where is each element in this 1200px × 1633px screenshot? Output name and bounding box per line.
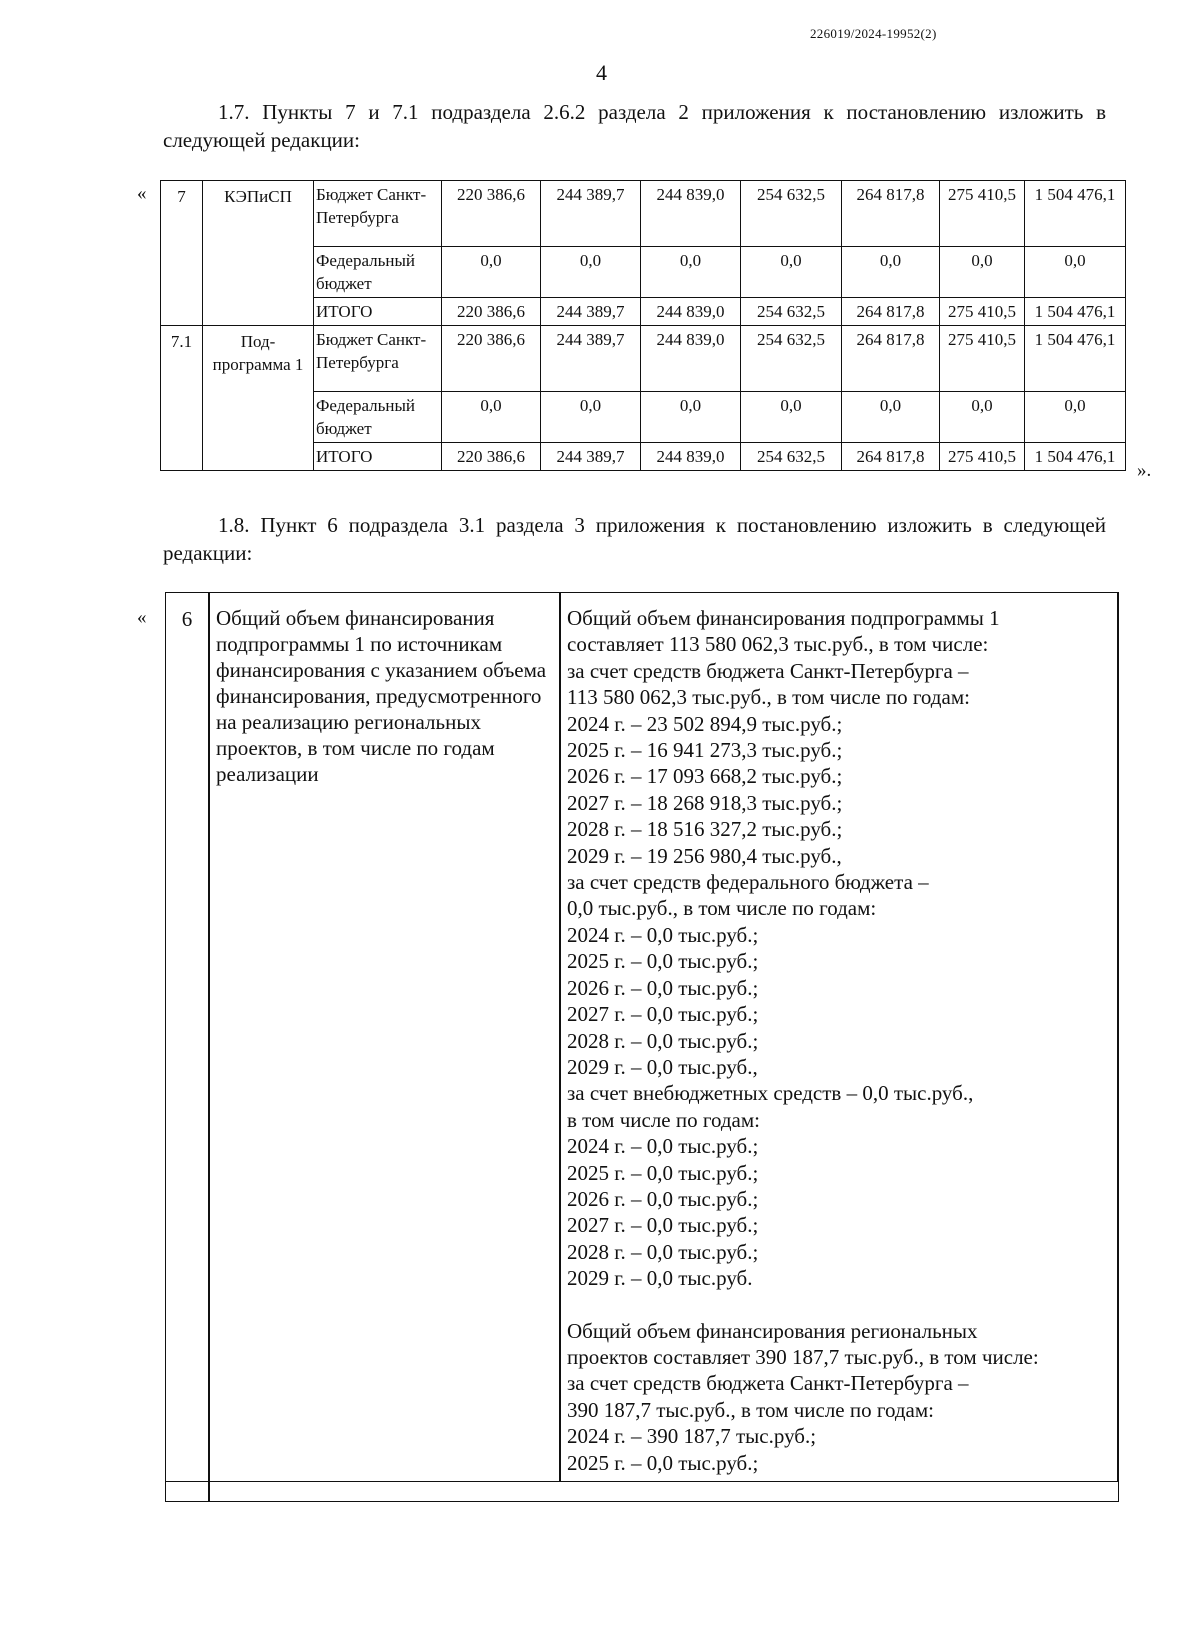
value-cell: 244 839,0 xyxy=(641,326,741,392)
financing-line: 2024 г. – 0,0 тыс.руб.; xyxy=(567,922,759,947)
value-cell: 275 410,5 xyxy=(940,326,1025,392)
value-cell: 220 386,6 xyxy=(442,443,541,471)
funding-source: Федеральный бюджет xyxy=(314,392,442,443)
executor-name: КЭПиСП xyxy=(203,181,314,326)
financing-details xyxy=(567,605,1112,1476)
value-cell: 220 386,6 xyxy=(442,181,541,247)
value-cell: 254 632,5 xyxy=(741,298,842,326)
value-cell: 0,0 xyxy=(442,392,541,443)
item-number: 6 xyxy=(181,607,193,631)
financing-line: 2025 г. – 16 941 273,3 тыс.руб.; xyxy=(567,738,843,763)
value-cell: 0,0 xyxy=(741,392,842,443)
document-registration-number: 226019/2024-19952(2) xyxy=(810,26,937,41)
financing-line: за счет средств бюджета Санкт-Петербурга – xyxy=(567,1371,969,1396)
subprogram-financing-table xyxy=(165,592,1119,1502)
financing-line: 2026 г. – 0,0 тыс.руб.; xyxy=(567,1186,759,1211)
financing-table-items-7 xyxy=(160,180,1126,471)
executor-name: Под-программа 1 xyxy=(203,326,314,471)
funding-source: ИТОГО xyxy=(314,298,442,326)
value-cell: 0,0 xyxy=(641,247,741,298)
value-cell: 0,0 xyxy=(842,392,940,443)
value-cell: 275 410,5 xyxy=(940,298,1025,326)
total-value-cell: 1 504 476,1 xyxy=(1025,443,1126,471)
value-cell: 275 410,5 xyxy=(940,181,1025,247)
page-number: 4 xyxy=(596,60,607,85)
total-value-cell: 0,0 xyxy=(1025,247,1126,298)
table-row xyxy=(161,181,1126,247)
value-cell: 0,0 xyxy=(741,247,842,298)
value-cell: 264 817,8 xyxy=(842,443,940,471)
value-cell: 220 386,6 xyxy=(442,326,541,392)
value-cell: 0,0 xyxy=(940,247,1025,298)
value-cell: 275 410,5 xyxy=(940,443,1025,471)
financing-line: 2024 г. – 23 502 894,9 тыс.руб.; xyxy=(567,711,843,736)
value-cell: 0,0 xyxy=(842,247,940,298)
value-cell: 264 817,8 xyxy=(842,181,940,247)
item-description: Общий объем финансирования подпрограммы 1 по источникам финансирования с указанием объема финансирования, предусмотренного на реализацию региональных проектов, в том числе по годам реализации xyxy=(216,606,547,786)
value-cell: 254 632,5 xyxy=(741,326,842,392)
total-value-cell: 1 504 476,1 xyxy=(1025,326,1126,392)
financing-line: Общий объем финансирования региональных xyxy=(567,1318,978,1343)
value-cell: 0,0 xyxy=(442,247,541,298)
value-cell: 244 839,0 xyxy=(641,181,741,247)
financing-line: 2028 г. – 0,0 тыс.руб.; xyxy=(567,1028,759,1053)
opening-quote-table-1: « xyxy=(137,183,147,204)
financing-line: 2027 г. – 0,0 тыс.руб.; xyxy=(567,1213,759,1238)
financing-line: 2025 г. – 0,0 тыс.руб.; xyxy=(567,1160,759,1185)
funding-source: Федеральный бюджет xyxy=(314,247,442,298)
value-cell: 0,0 xyxy=(541,392,641,443)
value-cell: 0,0 xyxy=(940,392,1025,443)
value-cell: 244 389,7 xyxy=(541,298,641,326)
financing-line: 2029 г. – 0,0 тыс.руб., xyxy=(567,1054,758,1079)
value-cell: 0,0 xyxy=(641,392,741,443)
total-value-cell: 1 504 476,1 xyxy=(1025,298,1126,326)
financing-line: Общий объем финансирования подпрограммы 1 xyxy=(567,606,1000,630)
total-value-cell: 1 504 476,1 xyxy=(1025,181,1126,247)
opening-quote-table-2: « xyxy=(137,607,147,628)
financing-line: 2026 г. – 17 093 668,2 тыс.руб.; xyxy=(567,764,843,789)
financing-line: 2028 г. – 0,0 тыс.руб.; xyxy=(567,1239,759,1264)
table-row xyxy=(161,326,1126,392)
financing-line: в том числе по годам: xyxy=(567,1107,760,1132)
financing-line: 2027 г. – 18 268 918,3 тыс.руб.; xyxy=(567,790,843,815)
financing-line: 2024 г. – 0,0 тыс.руб.; xyxy=(567,1134,759,1159)
financing-line: 2026 г. – 0,0 тыс.руб.; xyxy=(567,975,759,1000)
column-divider xyxy=(208,593,210,1501)
value-cell: 254 632,5 xyxy=(741,443,842,471)
financing-line: 2024 г. – 390 187,7 тыс.руб.; xyxy=(567,1424,817,1449)
financing-line: составляет 113 580 062,3 тыс.руб., в том числе: xyxy=(567,632,989,657)
row-number: 7.1 xyxy=(161,326,203,471)
value-cell: 254 632,5 xyxy=(741,181,842,247)
paragraph-1-7: 1.7. Пункты 7 и 7.1 подраздела 2.6.2 раздела 2 приложения к постановлению изложить в следующей редакции: xyxy=(163,100,1106,152)
funding-source: Бюджет Санкт-Петербурга xyxy=(314,181,442,247)
value-cell: 264 817,8 xyxy=(842,326,940,392)
financing-line: 2025 г. – 0,0 тыс.руб.; xyxy=(567,1450,759,1475)
financing-line: 390 187,7 тыс.руб., в том числе по годам: xyxy=(567,1397,934,1422)
column-divider xyxy=(559,593,561,1482)
funding-source: ИТОГО xyxy=(314,443,442,471)
value-cell: 264 817,8 xyxy=(842,298,940,326)
financing-line: 0,0 тыс.руб., в том числе по годам: xyxy=(567,896,877,921)
total-value-cell: 0,0 xyxy=(1025,392,1126,443)
funding-source: Бюджет Санкт-Петербурга xyxy=(314,326,442,392)
financing-line: 2029 г. – 19 256 980,4 тыс.руб., xyxy=(567,843,842,868)
financing-line: 113 580 062,3 тыс.руб., в том числе по годам: xyxy=(567,685,970,710)
value-cell: 0,0 xyxy=(541,247,641,298)
row-number: 7 xyxy=(161,181,203,326)
financing-line: за счет средств бюджета Санкт-Петербурга – xyxy=(567,658,969,683)
value-cell: 244 839,0 xyxy=(641,443,741,471)
financing-line: проектов составляет 390 187,7 тыс.руб., в том числе: xyxy=(567,1344,1039,1369)
financing-line: 2029 г. – 0,0 тыс.руб. xyxy=(567,1266,753,1291)
financing-line: 2025 г. – 0,0 тыс.руб.; xyxy=(567,949,759,974)
value-cell: 244 839,0 xyxy=(641,298,741,326)
financing-line: 2028 г. – 18 516 327,2 тыс.руб.; xyxy=(567,817,843,842)
financing-line: за счет внебюджетных средств – 0,0 тыс.руб., xyxy=(567,1081,974,1106)
financing-line xyxy=(567,1292,1112,1318)
closing-quote-table-1: ». xyxy=(1137,460,1152,481)
financing-line: 2027 г. – 0,0 тыс.руб.; xyxy=(567,1002,759,1027)
value-cell: 244 389,7 xyxy=(541,181,641,247)
value-cell: 244 389,7 xyxy=(541,326,641,392)
value-cell: 220 386,6 xyxy=(442,298,541,326)
value-cell: 244 389,7 xyxy=(541,443,641,471)
paragraph-1-8: 1.8. Пункт 6 подраздела 3.1 раздела 3 приложения к постановлению изложить в следующей редакции: xyxy=(163,513,1106,565)
financing-line: за счет средств федерального бюджета – xyxy=(567,870,929,895)
